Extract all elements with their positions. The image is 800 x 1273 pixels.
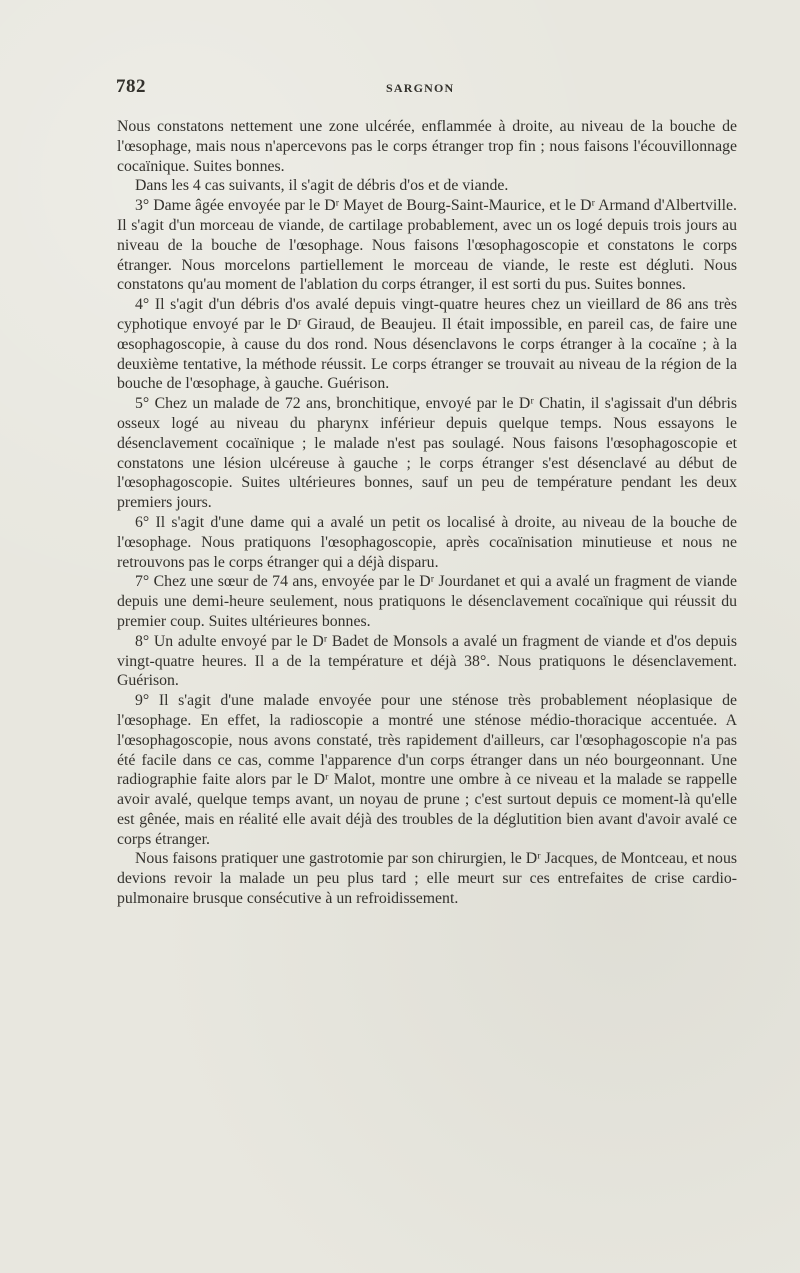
paragraph-7: 7° Chez une sœur de 74 ans, envoyée par le Dʳ Jourdanet et qui a avalé un fragment de viande depuis une demi-heure seulement, nous pratiquons le désenclavement cocaïnique qui réussit du premier coup. Suites ultérieures bonnes.: [117, 573, 737, 630]
running-head: SARGNON: [386, 81, 455, 95]
paragraph-2: Dans les 4 cas suivants, il s'agit de débris d'os et de viande.: [135, 177, 509, 195]
paragraph-8: 8° Un adulte envoyé par le Dʳ Badet de Monsols a avalé un fragment de viande et d'os depuis vingt-quatre heures. Il a de la température et déjà 38°. Nous pratiquons le désenclavement. Guérison.: [117, 632, 737, 690]
page-header: [116, 76, 756, 102]
paragraph-9: 9° Il s'agit d'une malade envoyée pour une sténose très probablement néoplasique de l'œsophage. En effet, la radioscopie a montré une sténose médio-thoracique accentuée. A l'œsophagoscopie, nous avons constaté, très rapidement d'ailleurs, car l'œsophagoscopie n'a pas été facile dans ce cas, comme l'apparence d'un corps étranger dans un néo bourgeonnant. Une radiographie faite alors par le Dʳ Malot, montre une ombre à ce niveau et la malade se rappelle avoir avalé, quelque temps avant, un noyau de prune ; c'est surtout depuis ce moment-là qu'elle est gênée, mais en réalité elle avait déjà des troubles de la déglutition bien avant d'avoir avalé ce corps étranger.: [117, 692, 737, 848]
body-text: [117, 117, 737, 909]
paragraph-10: Nous faisons pratiquer une gastrotomie par son chirurgien, le Dʳ Jacques, de Montceau, et nous devions revoir la malade un peu plus tard ; elle meurt sur ces entrefaites de crise cardio-pulmonaire brusque consécutive à un refroidissement.: [117, 850, 737, 908]
paragraph-4: 4° Il s'agit d'un débris d'os avalé depuis vingt-quatre heures chez un vieillard de 86 ans très cyphotique envoyé par le Dʳ Giraud, de Beaujeu. Il était impossible, en pareil cas, de faire une œsophagoscopie, à cause du dos rond. Nous désenclavons le corps étranger à la cocaïne ; à la deuxième tentative, la méthode réussit. Le corps étranger se trouvait au niveau de la région de la bouche de l'œsophage, à gauche. Guérison.: [117, 296, 737, 393]
paragraph-5: 5° Chez un malade de 72 ans, bronchitique, envoyé par le Dʳ Chatin, il s'agissait d'un débris osseux logé au niveau du pharynx inférieur depuis quelque temps. Nous essayons le désenclavement cocaïnique ; le malade n'est pas soulagé. Nous faisons l'œsophagoscopie et constatons une lésion ulcéreuse à gauche ; le corps étranger s'est désenclavé au début de l'œsophagoscopie. Suites ultérieures bonnes, sauf un peu de température pendant les deux premiers jours.: [117, 395, 737, 512]
page-number: 782: [116, 76, 146, 97]
paragraph-1: Nous constatons nettement une zone ulcérée, enflammée à droite, au niveau de la bouche de l'œsophage, mais nous n'apercevons pas le corps étranger trop fin ; nous faisons l'écouvillonnage cocaïnique. Suites bonnes.: [117, 118, 737, 175]
paragraph-3: 3° Dame âgée envoyée par le Dʳ Mayet de Bourg-Saint-Maurice, et le Dʳ Armand d'Albertville. Il s'agit d'un morceau de viande, de cartilage probablement, avec un os logé depuis trois jours au niveau de la bouche de l'œsophage. Nous faisons l'œsophagoscopie et constatons le corps étranger. Nous morcelons partiellement le morceau de viande, le reste est dégluti. Nous constatons qu'au moment de l'ablation du corps étranger, il est sorti du pus. Suites bonnes.: [117, 197, 737, 294]
paragraph-6: 6° Il s'agit d'une dame qui a avalé un petit os localisé à droite, au niveau de la bouche de l'œsophage. Nous pratiquons l'œsophagoscopie, après cocaïnisation minutieuse et nous ne retrouvons pas le corps étranger qui a déjà disparu.: [117, 513, 737, 571]
